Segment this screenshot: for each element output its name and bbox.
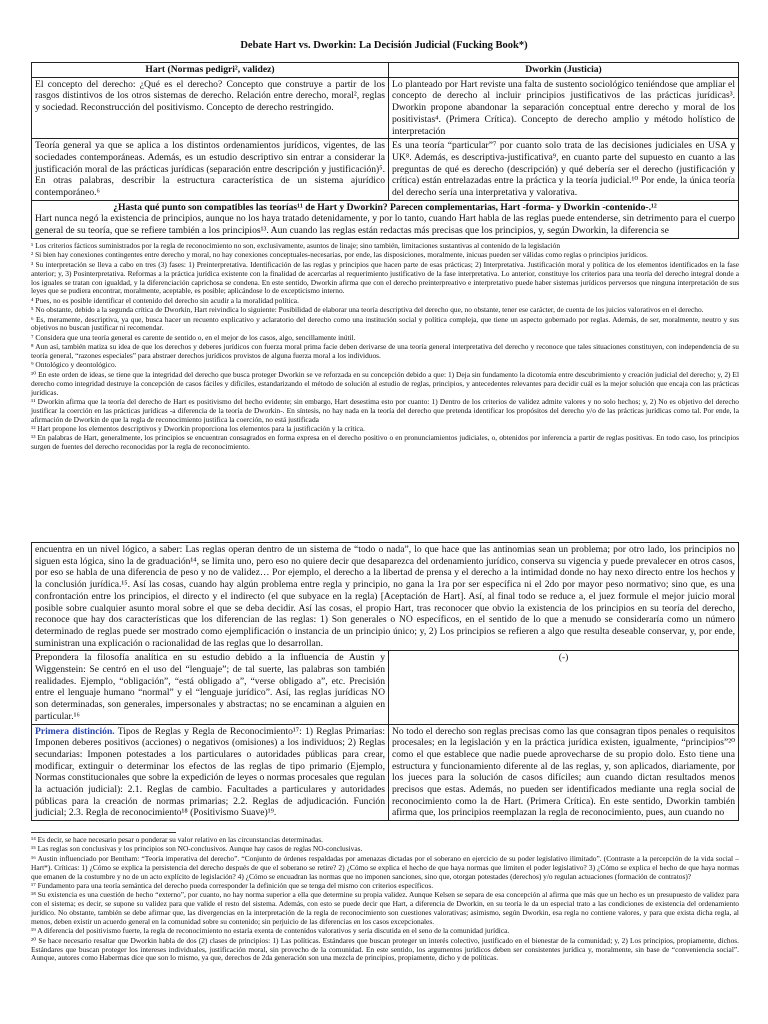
footnote: ¹⁸ Su existencia es una cuestión de hecho “externo”, por cuanto, no hay norma superior a ella que determine su propia validez. Aunque Kelsen se separa de esa concepción al afirma que más que un hecho es un presupuesto de validez para con el sistema; es decir, se supone su validez para que valide el resto del sistema. Además, con esto se puede decir que Hart, a diferencia de Dworkin, en su teoría le da un especial trato a las condiciones de existencia del ordenamiento jurídico. No obstante, también se debe afirmar que, las divergencias en la interpretación de la regla de reconocimiento son cuestiones valorativas; asimismo, según Dworkin, esa regla no contiene valores, y para que exista dicha regla, al menos, deben existir un acuerdo general en la comunidad sobre su contenido; sin perjuicio de las diferencias en los casos excepcionales.: [31, 890, 739, 926]
footnote: ⁴ Pues, no es posible identificar el contenido del derecho sin acudir a la moralidad política.: [31, 295, 299, 305]
footnote: ¹³ En palabras de Hart, generalmente, los principios se encuentran consagrados en forma expresa en el derecho positivo o en pronunciamientos judiciales, o, obtenidos por inferencia a partir de reglas positivas. En todo caso, los principios surgen de fuentes del derecho reconocidas por la regla de reconocimiento.: [31, 433, 739, 452]
principles-cell: No todo el derecho son reglas precisas como las que consagran tipos penales o requisitos procesales; en la legislación y en la práctica jurídica existen, igualmente, “principios”²⁰ como el que establece que nadie puede aprovecharse de su propio dolo. Esto tiene una estructura y funcionamiento diferente al de las reglas, y, son aplicados, diariamente, por los jueces para la solución de casos difíciles; aun cuando dictan resultados menos precisos que estas. Además, no pueden ser identificados mediante una regla social de reconocimiento como la de Hart. (Primera Crítica). En este sentido, Dworkin también afirma que, los principios reemplazan la regla de reconocimiento, pues, aun cuando no: [389, 724, 739, 821]
footnotes-page-2: [31, 836, 739, 964]
footnote: ¹⁵ Las reglas son conclusivas y los principios son NO-conclusivos. Aunque hay casos de reglas NO-conclusivas.: [31, 844, 363, 854]
hart-concept-cell: El concepto del derecho: ¿Qué es el derecho? Concepto que construye a partir de los rasgos distintivos de los otros sistemas de derecho. Relación entre derecho, moral², reglas y sociedad. Reconstrucción del positivismo. Concepto de derecho restringido.: [32, 77, 389, 139]
hart-header: Hart (Normas pedigri², validez): [32, 63, 389, 78]
dworkin-theory-cell: Es una teoría “particular”⁷ por cuanto solo trata de las decisiones judiciales en USA y UK⁸. Además, es descriptiva-justificativa⁹, en cuanto parte del supuesto en cuanto a las preguntas de qué es derecho (descripción) y qué debería ser el derecho (justificación y crítica) están entrelazadas entre la práctica y la teoría judicial.¹⁰ Por ende, la única teoría del derecho sería una interpretativa y valorativa.: [389, 139, 739, 201]
footnote: ¹⁷ Fundamento para una teoría semántica del derecho pueda corresponder la definición que se tenga del mismo con criterios específicos.: [31, 880, 434, 890]
footnote: ²⁰ Se hace necesario resaltar que Dworkin habla de dos (2) clases de principios: 1) Las políticas. Estándares que buscan proteger un interés colectivo, justificado en el bienestar de la comunidad; y, 2) Los principios, propiamente, dichos. Estándares que buscan proteger los intereses individuales, justificación moral, sin provecho de la comunidad. En este sentido, los argumentos jurídicos deben ser consistentes jurídica y, moralmente, sin base de “conveniencia social”. Aunque, autores como Habermas dice que son lo mismo, ya que, derechos de 2da generación son una mezcla de principios, propiamente, dicho y de políticas.: [31, 935, 739, 963]
footnote-rule-1: [31, 238, 176, 239]
rule-types-cell: [32, 724, 389, 821]
analytic-philosophy-cell: Prepondera la filosofía analítica en su estudio debido a la influencia de Austin y Wiggenstein: Se centró en el uso del “lenguaje”; de tal suerte, las palabras son también realidades. Ejemplo, “obligación”, “está obligado a”, “verse obligado a”, etc. Precisión entre el lenguaje humano “normal” y el “lenguaje jurídico”. Así, las reglas jurídicas NO son determinadas, son generales, impersonales y abstractas; no se encaminan a alguien en particular.¹⁶: [32, 651, 389, 724]
footnote: ⁹ Ontológico y deontológico.: [31, 360, 117, 370]
footnotes-page-1: [31, 242, 739, 453]
footnote: ³ Su interpretación se lleva a cabo en tres (3) fases: 1) Preinterpretativa. Identificación de las reglas y principios que hacen parte de esas prácticas; 2) Interpretativa. Justificación moral y política de los elementos identificados en la fase anterior; y, 3) Posinterpretativa. Reformas a la práctica jurídica existente con la finalidad de acercarlas al requerimiento justificativo de la fase interpretativa. Lo anterior, constituye los criterios para una teoría del derecho integral donde a los iguales se tratan con igualdad, y la diferenciación caprichosa se condena. En este sentido, Dworkin afirma que con el derecho preinterpreativo e interpretativo puede haber sistemas jurídicos perversos que ninguna interpretación de sus leyes que se pudiera encontrar, moralmente, aceptable, es posible; aplicándose lo de excepticismo interno.: [31, 259, 739, 296]
document-title: Debate Hart vs. Dworkin: La Decisión Judicial (Fucking Book*): [240, 40, 528, 51]
first-distinction-label: Primera distinción.: [35, 725, 115, 737]
continuation-cell: encuentra en un nivel lógico, a saber: Las reglas operan dentro de un sistema de “todo o nada”, lo que hace que las antinomias sean un problema; por otro lado, los principios no siguen esta lógica, sino la de graduación¹⁴, se limita uno, pero eso no quiere decir que desaparezca del ordenamiento jurídico, conserva su vigencia y puede prevalecer en otros casos, por eso se habla de una diferencia de peso y no de validez… Por ejemplo, el derecho a la libertad de prensa y el derecho a la intimidad donde no hay nexo directo entre los hechos y la conclusión jurídica.¹⁵. Así las cosas, cuando hay algún problema entre regla y principio, no gana la 1ra por ser específica ni el 2do por mayor peso normativo; sino que, es una confrontación entre los principios, el directo y el indirecto (el que subyace en la regla) [Aceptación de Hart]. Así, al final todo se reduce a, el juez formule el mejor juicio moral posible sobre cualquier asunto moral sobre el que se deba decidir. Así las cosas, el propio Hart, tras reconocer que obvio la existencia de los principios en su teoría del derecho, reconoce que hay dos características que los diferencian de las reglas: 1) Son generales o NO específicos, en el sentido de lo que a menudo se consideraría como un número determinado de reglas puede ser mostrado como ejemplificación o instancia de un principio único; y, 2) Los principios se refieren a algo que resulta deseable conservar, y, por ende, suministran una explicación o racionalidad de las reglas que lo desarrollan.: [32, 543, 739, 651]
compatibility-text: Hart nunca negó la existencia de principios, aunque no los haya tratado detenidamente, y por lo tanto, cuando Hart habla de las reglas puede entenderse, sin detrimento para el cuerpo general de su teoría, que se refiere también a los principios¹³. Aun cuando las reglas están redactas más precisas que los principios, y, según Dworkin, la diferencia se: [35, 213, 735, 237]
footnote: ⁸ Aun así, también matiza su idea de que los derechos y deberes jurídicos con fuerza moral prima facie deben derivarse de una teoría general interpretativa del derecho y reconoce que tales situaciones constituyen, con independencia de su teoría general, “razones especiales” para abstraer derechos jurídicos provistos de alguna fuerza moral a los individuos.: [31, 342, 739, 360]
footnote: ¹⁹ A diferencia del positivismo fuerte, la regla de reconocimiento no estaría exenta de contenidos valorativos y sería discutida en el seno de la comunidad jurídica.: [31, 926, 510, 936]
footnote: ¹⁰ En este orden de ideas, se tiene que la integridad del derecho que busca proteger Dworkin se ve reforzada en su concepción debido a que: 1) Deja sin fundamento la dicotomía entre descubrimiento y creación judicial del derecho; y, 2) El derecho como integridad destruye la concepción de casos fáciles y difíciles, estandarizando el método de solución al estudio de reglas, principios, y antecedentes relevantes para decidir cuál es la mejor solución que encaja con las prácticas jurídicas.: [31, 369, 739, 397]
footnote: ¹¹ Dworkin afirma que la teoría del derecho de Hart es positivismo del hecho evidente; sin embargo, Hart desestima esto por cuanto: 1) Dentro de los criterios de validez admite valores y no solo hechos; y, 2) No es objetivo del derecho justificar la coerción en las prácticas jurídicas -a diferencia de la teoría de Dworkin-. En síntesis, no hay nada en la teoría del derecho que pretenda identificar los propósitos del derecho y/o de las prácticas jurídicas como tal. Por ende, la afirmación de Dworkin de que la regla de reconocimiento justifica la coerción, no está justificada: [31, 396, 739, 424]
footnote: ¹² Hart propone los elementos descriptivos y Dworkin proporciona los elementos para la justificación y la crítica.: [31, 424, 365, 433]
comparison-table-1: [31, 62, 739, 239]
footnote: ⁵ No obstante, debido a la segunda crítica de Dworkin, Hart reivindica lo siguiente: Posibilidad de elaborar una teoría descriptiva del derecho que, no obstante, tener ese carácter, de cuenta de los juicios valorativos en el derecho.: [31, 305, 704, 315]
dworkin-header: Dworkin (Justicia): [389, 63, 739, 78]
rule-types-text: Tipos de Reglas y Regla de Reconocimiento¹⁷: 1) Reglas Primarias: Imponen deberes positivos (acciones) o negativos (omisiones) a los individuos; 2) Reglas secundarias: Imponen potestades a los particulares o autoridades públicas para crear, modificar, extinguir o determinar los efectos de las reglas de tipo primario (Ejemplo, Normas constitucionales que sobre la expedición de leyes o normas procesales que regulan la actuación judicial): 2.1. Reglas de cambio. Facultades a particulares y autoridades públicas para la creación de normas primarias; 2.2. Reglas de adjudicación. Función judicial; 2.3. Regla de reconocimiento¹⁸ (Positivismo Suave)¹⁹.: [35, 725, 386, 819]
footnote: ² Si bien hay conexiones contingentes entre derecho y moral, no hay conexiones conceptuales-necesarias, por ende, las disposiciones, moralmente, inicuas pueden ser válidas como reglas o principios jurídicos.: [31, 250, 648, 260]
dworkin-concept-cell: Lo planteado por Hart reviste una falta de sustento sociológico teniéndose que ampliar el concepto de derecho al incluir principios justificativos de las prácticas jurídicas³. Dworkin propone abandonar la separación conceptual entre derecho y moral de los positivistas⁴. (Primera Crítica). Concepto de derecho amplio y método holístico de interpretación: [389, 77, 739, 139]
footnote: ¹ Los criterios fácticos suministrados por la regla de reconocimiento no son, exclusivamente, asuntos de linaje; sino también, limitaciones sustantivas al contenido de la legislación: [31, 241, 561, 250]
hart-theory-cell: Teoría general ya que se aplica a los distintos ordenamientos jurídicos, vigentes, de las sociedades contemporáneas. Además, es un estudio descriptivo sin entrar a considerar la justificación moral de las prácticas jurídicas (separación entre descripción y justificación)⁵. En otras palabras, describir la estructura característica de un sistema ajurídico contemporáneo.⁶: [32, 139, 389, 201]
footnote: ⁷ Considera que una teoría general es carente de sentido o, en el mejor de los casos, algo, sencillamente inútil.: [31, 332, 356, 342]
page-2: [0, 525, 768, 1024]
footnote: ¹⁴ Es decir, se hace necesario pesar o ponderar su valor relativo en las circunstancias determinadas.: [31, 835, 323, 844]
compatibility-cell: [32, 200, 739, 238]
footnote-rule-2: [31, 832, 176, 833]
footnote: ¹⁶ Austin influenciado por Bentham: “Teoría imperativa del derecho”. “Conjunto de órdenes respaldadas por amenazas dictadas por el soberano en ejercicio de su poder legislativo ilimitado”. (Contraste a la percepción de la vida social – Hart*). Críticas: 1) ¿Cómo se explica la persistencia del derecho después de que el soberano se retire? 2) ¿Cómo se explica el hecho de que haya normas que limiten el poder legislativo? 3) ¿Cómo se explica el hecho de que haya normas que emanen de la costumbre y no de un acto explícito de legislación? 4) ¿Cómo se encuadran las normas que no imponen sanciones, sino que, otorgan potestades (derechos) y/o regulan actuaciones (formación de contratos)?: [31, 853, 739, 881]
footnote: ⁶ Es, meramente, descriptiva, ya que, busca hacer un recuento explicativo y aclaratorio del derecho como una institución social y política compleja, que tiene un aspecto gobernado por reglas. Además, de ser, moralmente, neutro y sus objetivos no buscan justificar ni recomendar.: [31, 314, 739, 333]
empty-dworkin-cell: (-): [389, 651, 739, 724]
compatibility-heading: ¿Hasta qué punto son compatibles las teorías¹¹ de Hart y Dworkin? Parecen complementarias, Hart -forma- y Dworkin -contenido-.¹²: [113, 201, 657, 213]
comparison-table-2: [31, 542, 739, 821]
